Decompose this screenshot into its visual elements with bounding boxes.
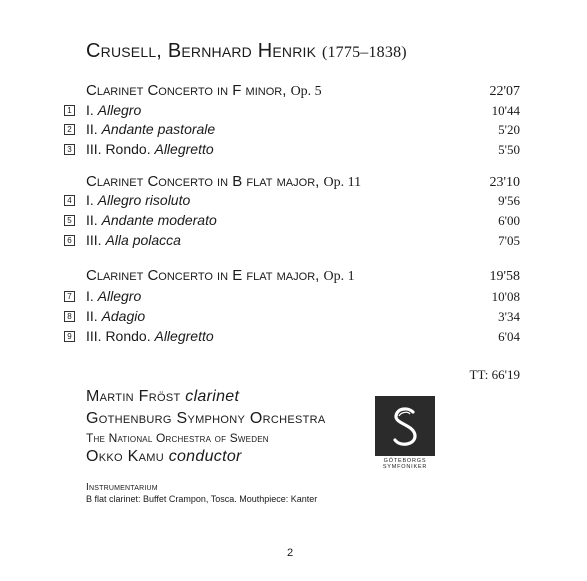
track-title: I. Allegro: [86, 288, 142, 304]
track-number: 2: [64, 124, 75, 135]
page-number: 2: [287, 547, 294, 559]
track-row: [64, 192, 520, 210]
track-row: [64, 141, 520, 159]
orchestra-subtitle: The National Orchestra of Sweden: [86, 431, 269, 445]
conductor: [86, 448, 242, 466]
track-number: 4: [64, 195, 75, 206]
track-number: 9: [64, 331, 75, 342]
total-time: TT: 66'19: [469, 367, 520, 382]
track-row: [64, 328, 520, 346]
composer-dates: (1775–1838): [321, 44, 407, 61]
track-duration: 5'20: [498, 122, 520, 137]
track-duration: 6'04: [498, 329, 520, 344]
work-duration: 19'58: [489, 269, 520, 284]
work-opus: Op. 1: [323, 269, 355, 284]
track-title: II. Andante moderato: [86, 212, 217, 228]
conductor-name: Okko Kamu: [86, 448, 164, 465]
work-duration: 22'07: [489, 84, 520, 99]
logo-caption: [365, 458, 445, 470]
work-title: [86, 82, 322, 100]
track-number: 1: [64, 105, 75, 116]
track-duration: 10'44: [491, 103, 520, 118]
track-title: I. Allegro: [86, 102, 142, 118]
composer-name: Crusell, Bernhard Henrik: [86, 40, 317, 62]
work-title: [86, 173, 361, 191]
track-row: [64, 288, 520, 306]
track-duration: 10'08: [491, 289, 520, 304]
work-title: [86, 267, 355, 285]
work-opus: Op. 5: [290, 84, 322, 99]
soloist-role: clarinet: [185, 388, 240, 405]
track-row: [64, 121, 520, 139]
instrumentarium-heading: Instrumentarium: [86, 482, 158, 493]
track-number: 7: [64, 291, 75, 302]
track-title: III. Rondo. Allegretto: [86, 141, 214, 157]
track-number: 8: [64, 311, 75, 322]
track-title: III. Rondo. Allegretto: [86, 328, 214, 344]
work-duration: 23'10: [489, 175, 520, 190]
track-title: II. Andante pastorale: [86, 121, 216, 137]
track-duration: 6'00: [498, 213, 520, 228]
track-duration: 7'05: [498, 233, 520, 248]
work-title-text: Clarinet Concerto in E flat major,: [86, 267, 320, 284]
work-title-text: Clarinet Concerto in F minor,: [86, 82, 287, 99]
track-row: [64, 102, 520, 120]
track-title: I. Allegro risoluto: [86, 192, 191, 208]
instrumentarium-text: B flat clarinet: Buffet Crampon, Tosca. Mouthpiece: Kanter: [86, 494, 318, 504]
track-row: [64, 212, 520, 230]
track-title: II. Adagio: [86, 308, 146, 324]
work-title-text: Clarinet Concerto in B flat major,: [86, 173, 320, 190]
track-row: [64, 232, 520, 250]
logo-caption-line: GÖTEBORGS: [383, 458, 427, 464]
track-duration: 9'56: [498, 193, 520, 208]
orchestra-name: Gothenburg Symphony Orchestra: [86, 410, 326, 427]
track-row: [64, 308, 520, 326]
gothenburg-symphony-logo-icon: [375, 396, 435, 456]
composer-heading: [86, 40, 407, 63]
track-title: III. Alla polacca: [86, 232, 181, 248]
soloist-name: Martin Fröst: [86, 388, 181, 405]
track-duration: 3'34: [498, 309, 520, 324]
logo-caption-line: SYMFONIKER: [382, 464, 428, 470]
track-number: 5: [64, 215, 75, 226]
conductor-role: conductor: [168, 448, 242, 465]
track-duration: 5'50: [498, 142, 520, 157]
work-opus: Op. 11: [323, 175, 362, 190]
soloist: [86, 388, 239, 406]
track-number: 3: [64, 144, 75, 155]
track-number: 6: [64, 235, 75, 246]
